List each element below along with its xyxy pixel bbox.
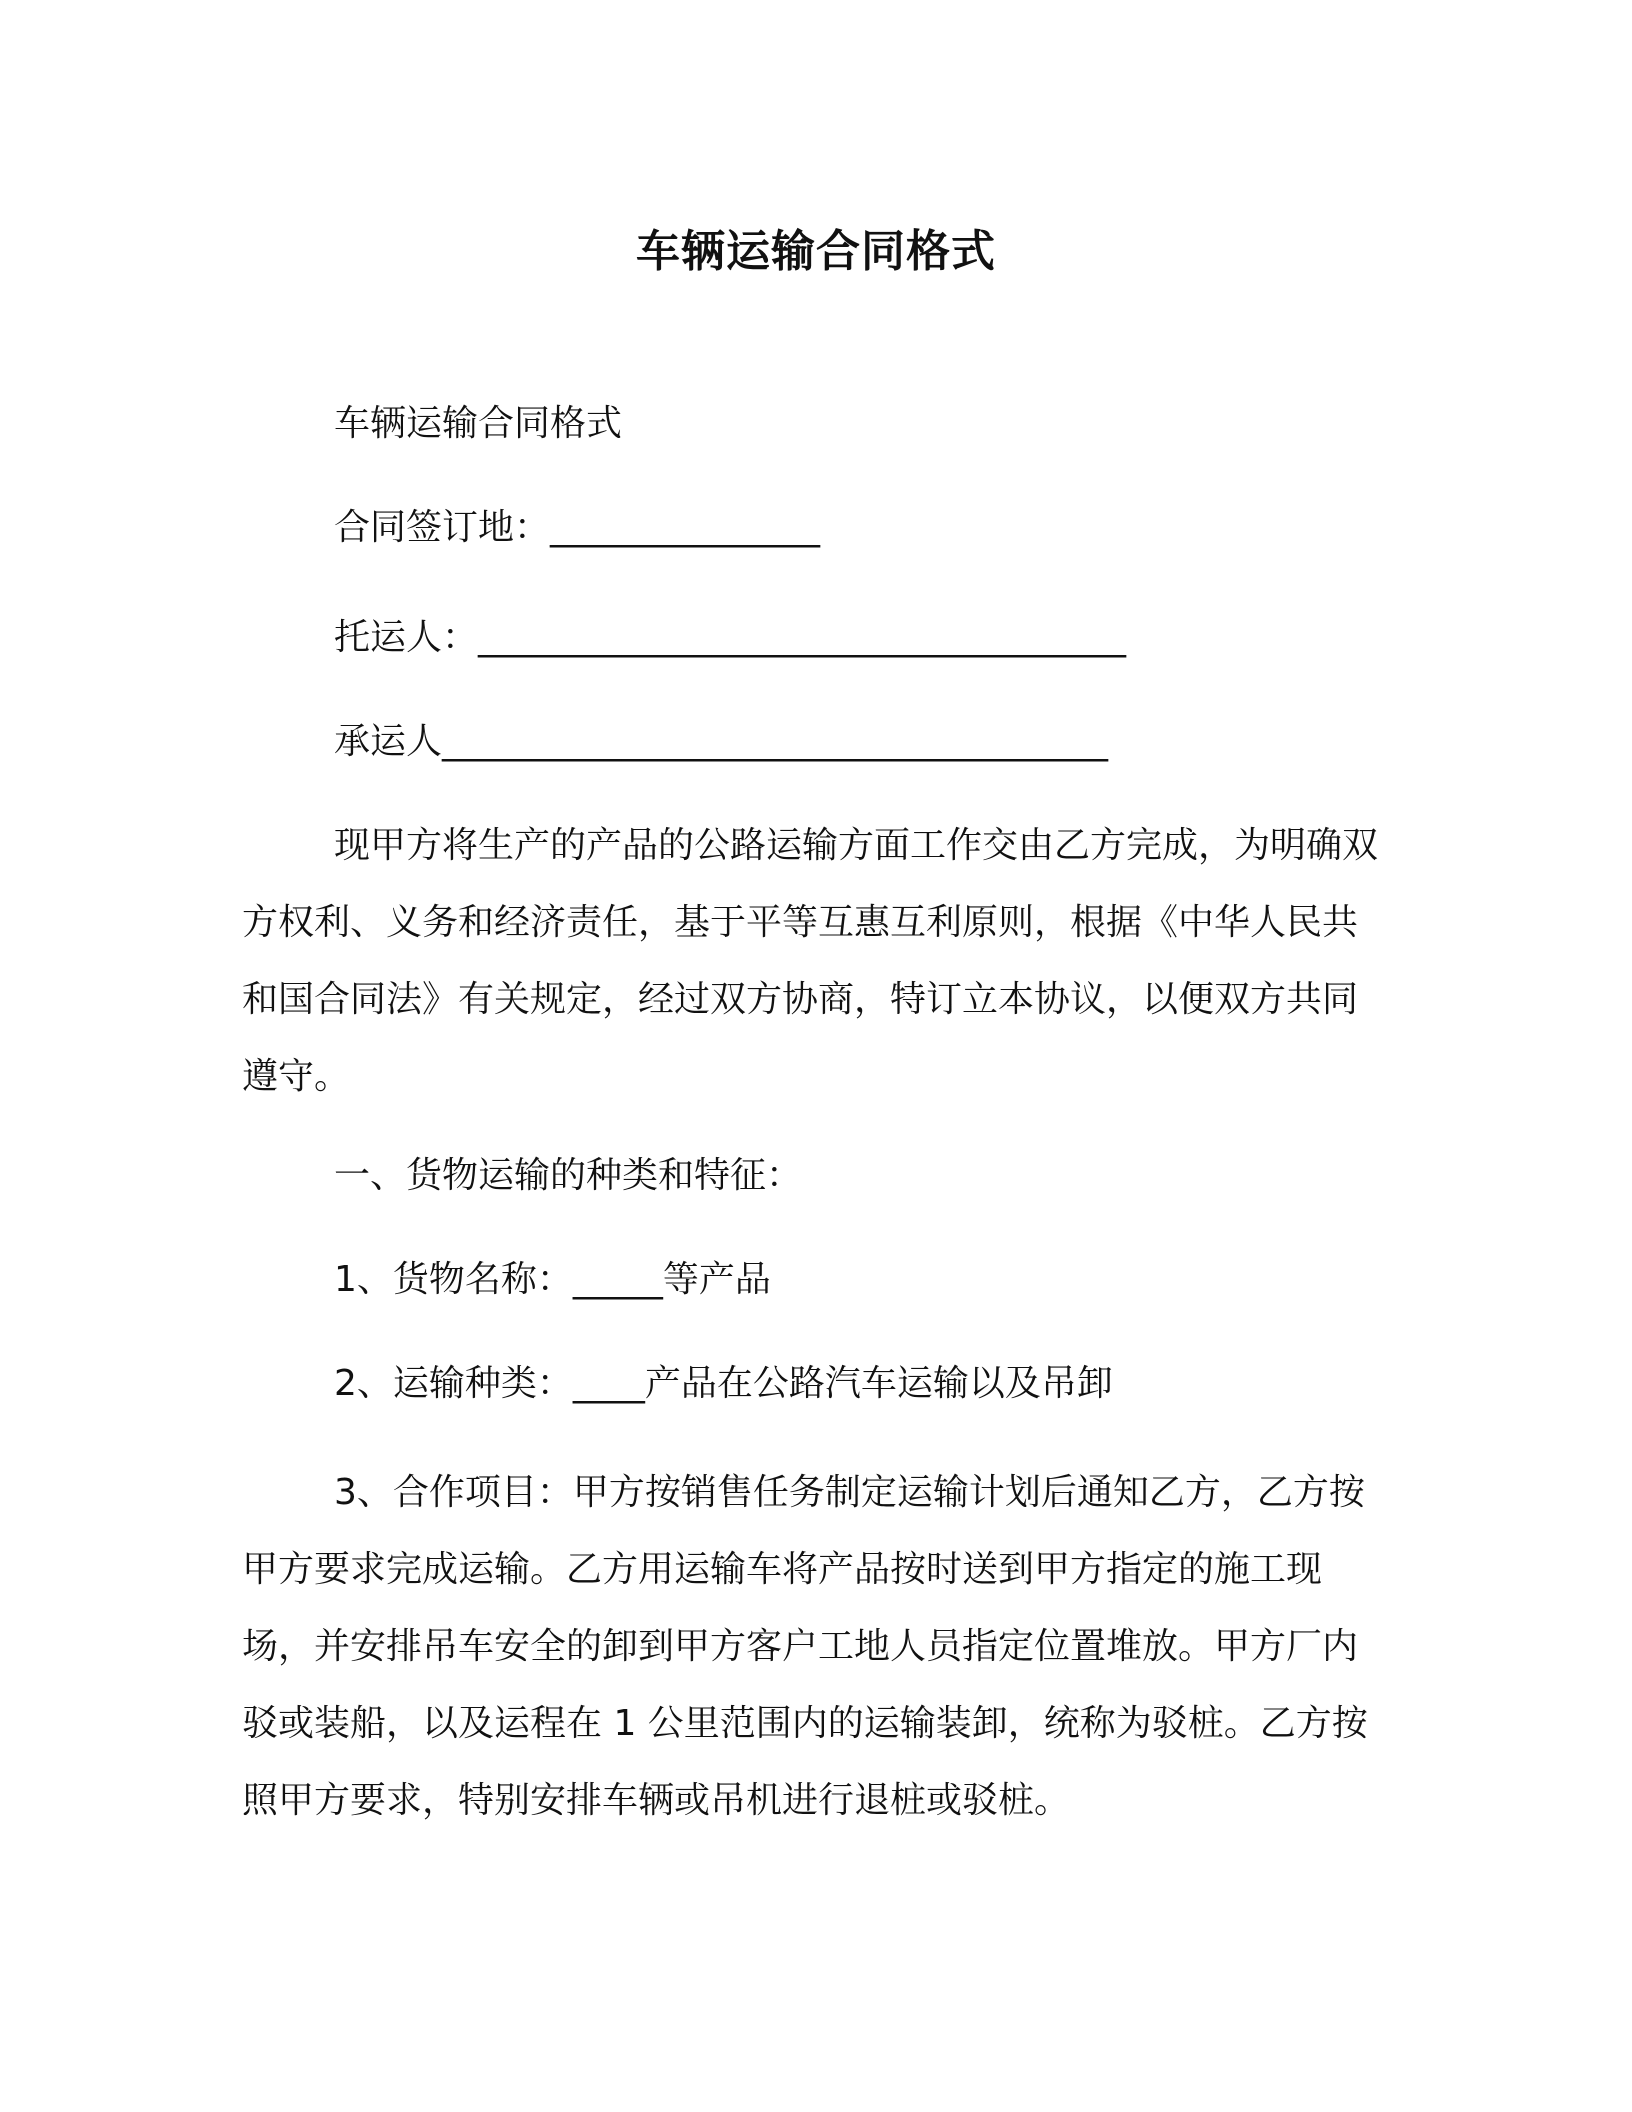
section-1-heading: 一、货物运输的种类和特征： — [334, 1155, 803, 1196]
item-1-goods-name: 1、货物名称：_____等产品 — [334, 1259, 771, 1300]
document-subtitle: 车辆运输合同格式 — [334, 403, 623, 444]
intro-paragraph: 现甲方将生产的产品的公路运输方面工作交由乙方完成，为明确双方权利、义务和经济责任，基于平等互惠互利原则，根据《中华人民共和国合同法》有关规定，经过双方协商，特订立本协议，以便双方共同遵守。 — [242, 825, 1379, 1097]
signing-place-field: 合同签订地：_______________ — [334, 507, 821, 548]
carrier-field: 承运人_____________________________________ — [334, 721, 1109, 762]
item-2-transport-type: 2、运输种类：____产品在公路汽车运输以及吊卸 — [334, 1363, 1113, 1404]
consignor-field: 托运人：____________________________________ — [334, 617, 1127, 658]
document-title: 车辆运输合同格式 — [636, 226, 996, 277]
item-3-cooperation-project: 3、合作项目：甲方按销售任务制定运输计划后通知乙方，乙方按甲方要求完成运输。乙方用运输车将产品按时送到甲方指定的施工现场，并安排吊车安全的卸到甲方客户工地人员指定位置堆放。甲方厂内驳或装船，以及运程在 1 公里范围内的运输装卸，统称为驳桩。乙方按照甲方要求，特别安排车辆或吊机进行退桩或驳桩。 — [242, 1472, 1368, 1821]
